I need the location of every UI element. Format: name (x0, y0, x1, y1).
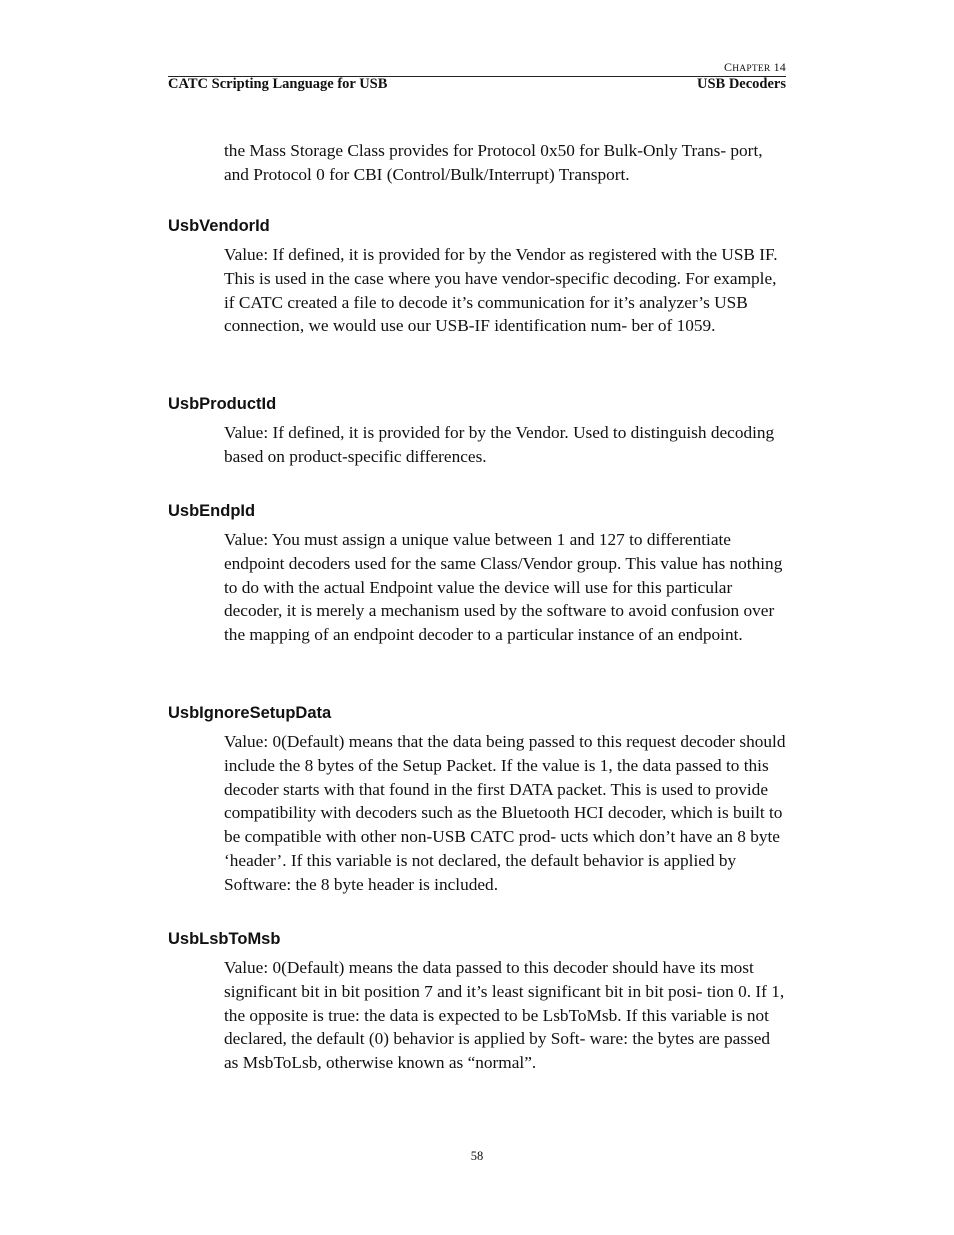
chapter-label (724, 60, 786, 75)
chapter-number: 14 (773, 60, 786, 74)
section-paragraph: Value: You must assign a unique value between 1 and 127 to differentiate endpoint decoders used for the same Class/Vendor group. This value has nothing to do with the actual Endpoint value the device will use for this particular decoder, it is merely a mechanism used by the software to avoid confusion over the mapping of an endpoint decoder to a particular instance of an endpoint. (224, 530, 783, 645)
section-heading: UsbVendorId (168, 217, 270, 235)
section-heading: UsbIgnoreSetupData (168, 704, 332, 722)
section-usblsbtomsb (168, 928, 786, 1075)
running-header-right: USB Decoders (696, 76, 786, 92)
chapter-prefix: C (724, 60, 733, 74)
section-usbignoresetupdata (168, 702, 786, 897)
section-heading: UsbEndpId (168, 502, 256, 520)
section-heading: UsbProductId (168, 395, 277, 413)
section-paragraph: Value: 0(Default) means the data passed to this decoder should have its most significant bit in bit position 7 and it’s least significant bit in bit posi- tion 0. If 1, the opposite is true: the data is expected to be LsbToMsb. If this variable is not declared, the default (0) behavior is applied by Soft- ware: the bytes are passed as MsbToLsb, otherwise known as “normal”. (224, 958, 785, 1073)
running-header-left: CATC Scripting Language for USB (168, 76, 388, 92)
section-usbproductid (168, 393, 786, 469)
section-usbvendorid (168, 215, 786, 338)
section-paragraph: Value: 0(Default) means that the data being passed to this request decoder should include the 8 bytes of the Setup Packet. If the value is 1, the data passed to this decoder starts with that found in the first DATA packet. This is used to provide compatibility with decoders such as the Bluetooth HCI decoder, which is built to be compatible with other non-USB CATC prod- ucts which don’t have an 8 byte ‘header’. If this variable is not declared, the default behavior is applied by Software: the 8 byte header is included. (224, 732, 786, 894)
intro-paragraph: the Mass Storage Class provides for Protocol 0x50 for Bulk-Only Trans- port, and Protocol 0 for CBI (Control/Bulk/Interrupt) Transport. (224, 141, 763, 184)
section-usbendpid (168, 500, 786, 647)
intro-block (224, 139, 786, 187)
page-number: 58 (470, 1149, 484, 1163)
section-heading: UsbLsbToMsb (168, 930, 281, 948)
chapter-word: HAPTER (732, 64, 771, 74)
section-paragraph: Value: If defined, it is provided for by the Vendor. Used to distinguish decoding based on product-specific differences. (224, 423, 775, 466)
section-paragraph: Value: If defined, it is provided for by the Vendor as registered with the USB IF. This is used in the case where you have vendor-specific decoding. For example, if CATC created a file to decode it’s communication for it’s analyzer’s USB connection, we would use our USB-IF identification num- ber of 1059. (224, 245, 778, 336)
